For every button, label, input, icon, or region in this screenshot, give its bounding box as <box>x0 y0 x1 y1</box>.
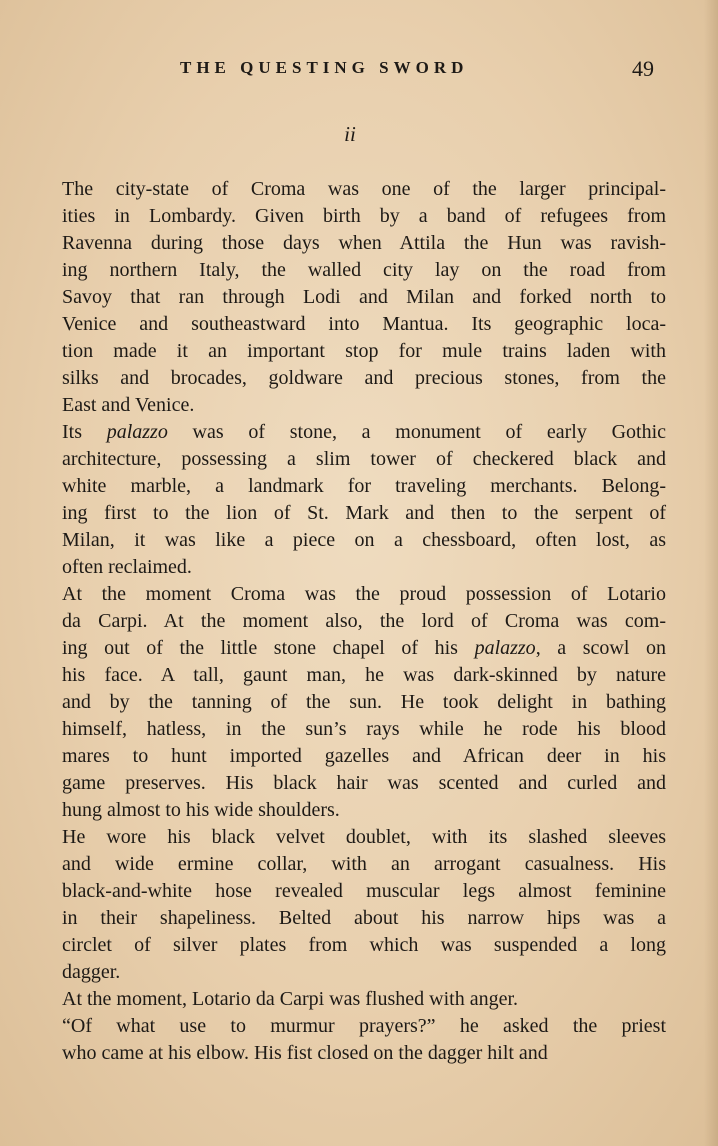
text-line: ing first to the lion of St. Mark and then to the serpent of <box>62 502 666 524</box>
text-line: At the moment, Lotario da Carpi was flushed with anger. <box>62 988 519 1010</box>
text-line: da Carpi. At the moment also, the lord of Croma was com- <box>62 610 666 632</box>
text-line: ing northern Italy, the walled city lay on the road from <box>62 259 666 281</box>
text-line: architecture, possessing a slim tower of checkered black and <box>62 448 666 470</box>
italic-word: palazzo <box>106 421 168 443</box>
text-line: Its palazzo was of stone, a monument of early Gothic <box>62 421 667 443</box>
text-line: and wide ermine collar, with an arrogant casualness. His <box>62 853 666 875</box>
text-line: Milan, it was like a piece on a chessboard, often lost, as <box>62 529 666 551</box>
text-line: often reclaimed. <box>62 556 192 578</box>
text-line: and by the tanning of the sun. He took delight in bathing <box>62 691 666 713</box>
text-line: himself, hatless, in the sun’s rays while he rode his blood <box>62 718 666 740</box>
text-line: in their shapeliness. Belted about his narrow hips was a <box>62 907 666 929</box>
text-line: East and Venice. <box>62 394 195 416</box>
text-line: He wore his black velvet doublet, with its slashed sleeves <box>62 826 666 848</box>
text-line: white marble, a landmark for traveling merchants. Belong- <box>62 475 666 497</box>
text-line: Ravenna during those days when Attila the Hun was ravish- <box>62 232 666 254</box>
body-text <box>62 176 666 1067</box>
text-line: Venice and southeastward into Mantua. Its geographic loca- <box>62 313 666 335</box>
text-line: his face. A tall, gaunt man, he was dark-skinned by nature <box>62 664 666 686</box>
text-line: black-and-white hose revealed muscular legs almost feminine <box>62 880 666 902</box>
text-line: mares to hunt imported gazelles and African deer in his <box>62 745 666 767</box>
text-line: ing out of the little stone chapel of his palazzo, a scowl on <box>62 637 666 659</box>
text-line: At the moment Croma was the proud possession of Lotario <box>62 583 666 605</box>
page-number: 49 <box>632 56 654 81</box>
text-line: who came at his elbow. His fist closed on the dagger hilt and <box>62 1042 548 1064</box>
text-line: ities in Lombardy. Given birth by a band of refugees from <box>62 205 666 227</box>
text-line: game preserves. His black hair was scented and curled and <box>62 772 666 794</box>
text-line: “Of what use to murmur prayers?” he asked the priest <box>62 1015 666 1037</box>
text-line: tion made it an important stop for mule trains laden with <box>62 340 666 362</box>
text-line: Savoy that ran through Lodi and Milan and forked north to <box>62 286 666 308</box>
page-edge-shadow <box>704 0 718 1146</box>
text-line: dagger. <box>62 961 121 983</box>
italic-word: palazzo <box>474 637 536 659</box>
section-number: ii <box>344 122 356 146</box>
text-line: hung almost to his wide shoulders. <box>62 799 340 821</box>
page-header <box>0 56 718 86</box>
running-title: THE QUESTING SWORD <box>180 58 469 77</box>
text-line: silks and brocades, goldware and precious stones, from the <box>62 367 666 389</box>
text-line: The city-state of Croma was one of the larger principal- <box>62 178 666 200</box>
text-line: circlet of silver plates from which was suspended a long <box>62 934 666 956</box>
